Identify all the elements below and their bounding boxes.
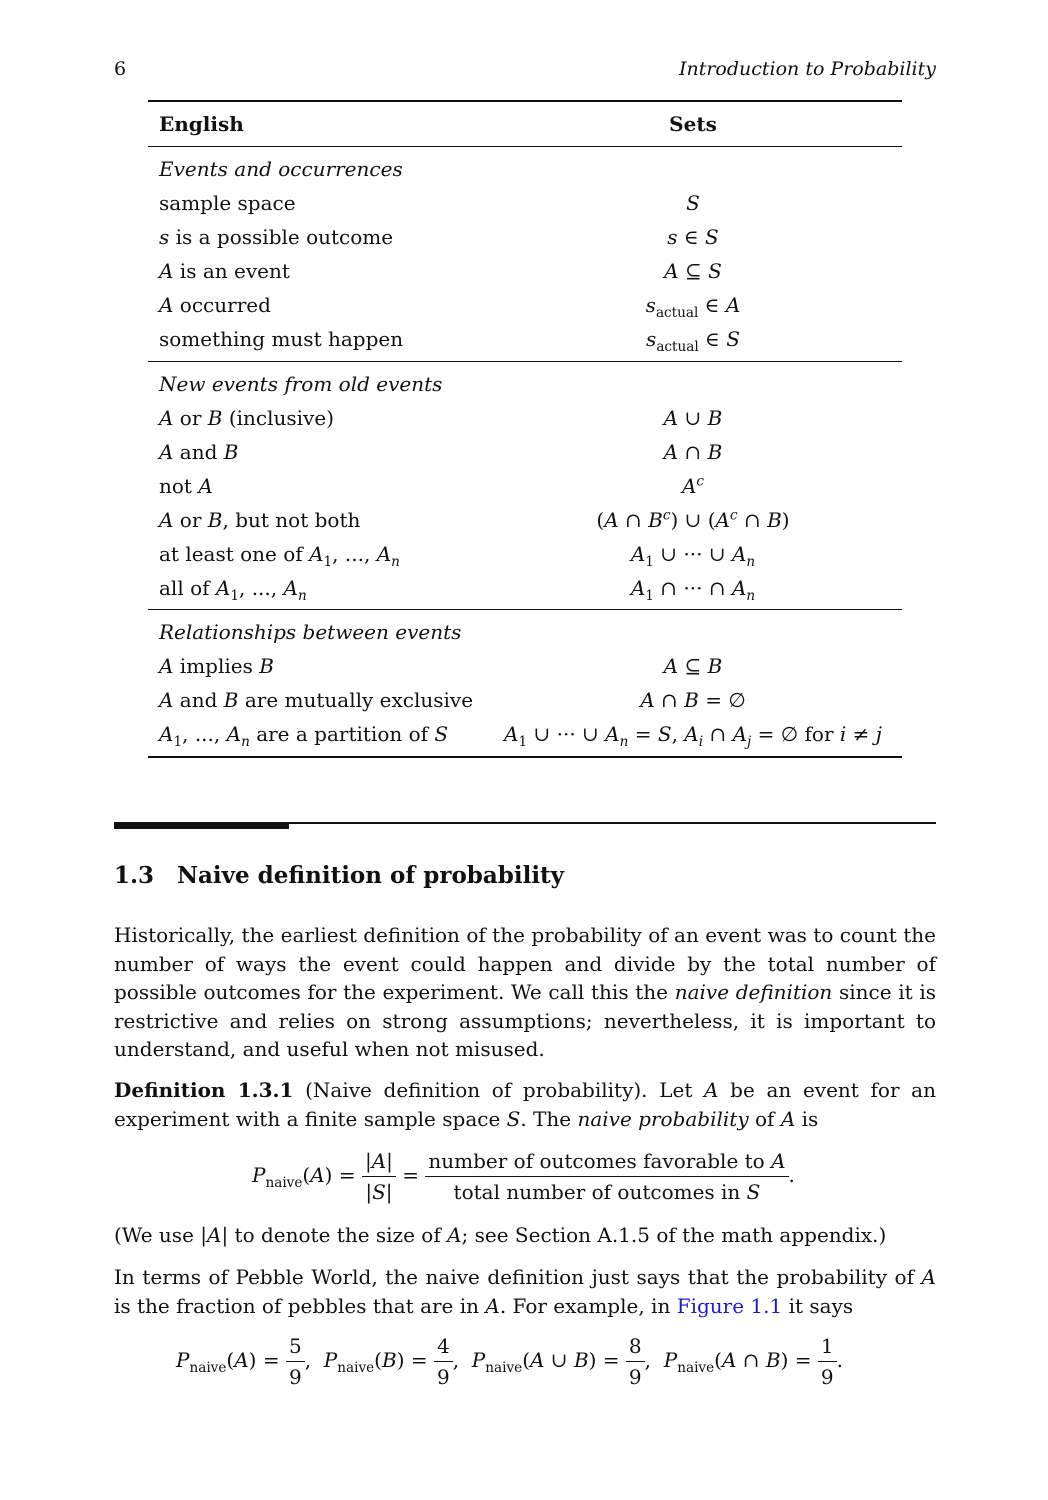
table-row: A and B A ∩ B <box>159 440 723 464</box>
column-header-sets: Sets <box>669 112 717 136</box>
fraction: $\frac{1}{9}$ <box>818 1333 837 1390</box>
table-row: A or B, but not both (A ∩ $B^c$) ∪ ($A^c$ ∩ B) <box>159 507 790 532</box>
table-group-rule <box>148 609 902 610</box>
section-title: Naive definition of probability <box>177 862 565 889</box>
table-group-title: New events from old events <box>159 372 443 396</box>
fraction: $\frac{8}{9}$ <box>626 1333 645 1390</box>
table-row: $A_1$, ..., $A_n$ are a partition of S $A_1$ ∪ ··· ∪ $A_n = S$, $A_i$ ∩ $A_j$ = ∅ for i ≠ j <box>159 722 882 750</box>
table-row: all of $A_1$, ..., $A_n$ $A_1$ ∩ ··· ∩ $A_n$ <box>159 576 756 604</box>
table-group-title: Events and occurrences <box>159 157 403 181</box>
fraction: $\frac{|A|}{|S|}$ <box>362 1148 396 1205</box>
table-row: A or B (inclusive) A ∪ B <box>159 406 723 430</box>
table-row: A occurred $s_{actual}$ ∈ A <box>159 293 741 321</box>
definition-block: Definition 1.3.1 (Naive definition of probability). Let A be an event for an experiment with a finite sample space S. The naive probability of A is <box>114 1078 936 1131</box>
paragraph-size-note: (We use |A| to denote the size of A; see Section A.1.5 of the math appendix.) <box>114 1223 887 1247</box>
table-header-row <box>148 108 902 142</box>
fraction: $\frac{4}{9}$ <box>434 1333 453 1390</box>
paragraph-pebble-world: In terms of Pebble World, the naive definition just says that the probability of A is the fraction of pebbles that are in A. For example, in Figure 1.1 it says <box>114 1265 936 1318</box>
table-top-rule <box>148 100 902 102</box>
page-number: 6 <box>114 58 127 80</box>
table-row: A is an event A ⊆ S <box>159 259 722 283</box>
emphasis: naive definition <box>674 980 833 1004</box>
table-row: sample space S <box>159 191 700 215</box>
table-group-title: Relationships between events <box>159 620 462 644</box>
fraction-words: $\frac{\text{number of outcomes favorable to A}}{\text{total number of outcomes in S}}$ <box>425 1148 788 1205</box>
naive-probability-formula: $P_{naive}(A)$ = $\frac{|A|}{|S|}$ = $\frac{\text{number of outcomes favorable to A}}{\text{total number of outcomes in S}}$ . <box>252 1149 795 1204</box>
definition-label: Definition 1.3.1 <box>114 1078 294 1102</box>
section-number: 1.3 <box>114 862 155 889</box>
running-title: Introduction to Probability <box>678 58 936 80</box>
pebble-probabilities-formula: $P_{naive}(A)$ = $\frac{5}{9}$ , $P_{naive}(B)$ = $\frac{4}{9}$ , $P_{naive}(A$ ∪ B) = $\frac{8}{9}$ , $P_{naive}(A$ ∩ B) = $\frac{1}{9}$ . <box>176 1334 843 1389</box>
table-group-rule <box>148 361 902 362</box>
emphasis: naive probability <box>577 1106 749 1131</box>
table-row: A and B are mutually exclusive A ∩ B = ∅ <box>159 688 746 712</box>
section-heading <box>114 862 564 889</box>
table-row: something must happen $s_{actual}$ ∈ S <box>159 327 740 355</box>
table-row: A implies B A ⊆ B <box>159 654 723 678</box>
section-rule-accent <box>114 822 289 829</box>
table-row: at least one of $A_1$, ..., $A_n$ $A_1$ ∪ ··· ∪ $A_n$ <box>159 542 756 570</box>
table-header-rule <box>148 146 902 147</box>
table-bottom-rule <box>148 756 902 758</box>
table-row: not A $A^c$ <box>159 473 705 498</box>
fraction: $\frac{5}{9}$ <box>286 1333 305 1390</box>
paragraph-intro: Historically, the earliest definition of the probability of an event was to count the number of ways the event could happen and divide by the total number of possible outcomes for the experiment. We call this the naive definition since it is restrictive and relies on strong assumptions; nevertheless, it is important to understand, and useful when not misused. <box>114 923 937 1061</box>
column-header-english: English <box>159 112 244 136</box>
figure-link[interactable]: Figure 1.1 <box>676 1293 783 1318</box>
definition-name: (Naive definition of probability). <box>305 1078 648 1102</box>
table-row: s is a possible outcome s ∈ S <box>159 225 719 249</box>
